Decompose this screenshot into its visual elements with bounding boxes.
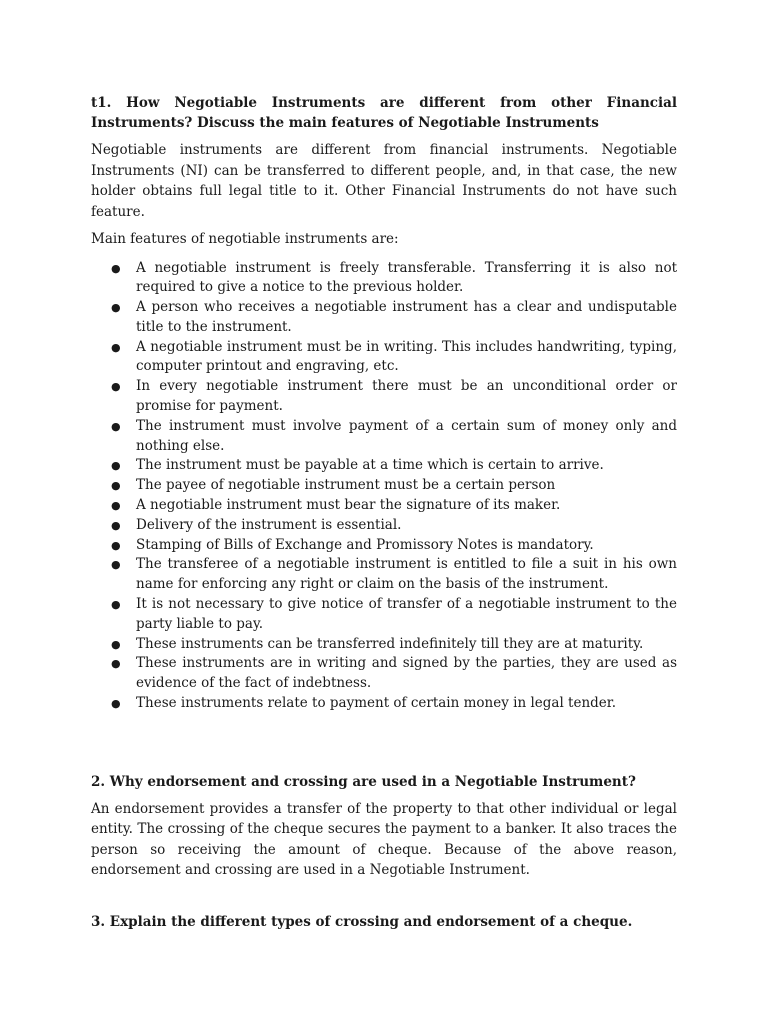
feature-text: The instrument must involve payment of a certain sum of money only and nothing else. <box>136 417 677 454</box>
bullet-icon: ● <box>111 598 121 612</box>
feature-text: The payee of negotiable instrument must be a certain person <box>136 477 556 494</box>
bullet-icon: ● <box>111 637 121 651</box>
features-heading: Main features of negotiable instruments are: <box>91 231 399 247</box>
bullet-icon: ● <box>111 340 121 354</box>
bullet-icon: ● <box>111 538 121 552</box>
question-2-title: 2. Why endorsement and crossing are used in a Negotiable Instrument? <box>91 773 636 790</box>
feature-list-item <box>91 417 677 457</box>
question-2-answer: An endorsement provides a transfer of the property to that other individual or legal entity. The crossing of the cheque secures the payment to a banker. It also traces the person so receiving the amount of cheque. Because of the above reason, endorsement and crossing are used in a Negotiable Instrument. <box>91 800 677 879</box>
feature-text: These instruments are in writing and signed by the parties, they are used as evidence of the fact of indebtness. <box>136 655 677 692</box>
feature-list-item <box>91 516 677 536</box>
feature-text: These instruments can be transferred indefinitely till they are at maturity. <box>136 635 644 652</box>
feature-list-item <box>91 635 677 655</box>
feature-text: A negotiable instrument must bear the signature of its maker. <box>136 497 561 514</box>
feature-text: It is not necessary to give notice of transfer of a negotiable instrument to the party liable to pay. <box>136 596 677 632</box>
feature-list-item <box>91 338 677 378</box>
feature-text: In every negotiable instrument there must be an unconditional order or promise for payment. <box>136 378 677 415</box>
feature-text: The instrument must be payable at a time which is certain to arrive. <box>136 457 604 474</box>
feature-list-item <box>91 555 677 595</box>
question-1-intro: Negotiable instruments are different from financial instruments. Negotiable Instruments (NI) can be transferred to different people, and, in that case, the new holder obtains full legal title to it. Other Financial Instruments do not have such feature. <box>91 142 677 220</box>
bullet-icon: ● <box>111 301 121 315</box>
feature-list-item <box>91 654 677 694</box>
feature-list-item <box>91 694 677 714</box>
bullet-icon: ● <box>111 657 121 671</box>
feature-text: A negotiable instrument is freely transferable. Transferring it is also not required to give a notice to the previous holder. <box>136 259 677 296</box>
bullet-icon: ● <box>111 261 121 275</box>
bullet-icon: ● <box>111 479 121 493</box>
feature-list-item <box>91 536 677 556</box>
feature-text: A negotiable instrument must be in writing. This includes handwriting, typing, computer printout and engraving, etc. <box>136 338 677 375</box>
feature-text: Stamping of Bills of Exchange and Promissory Notes is mandatory. <box>136 536 594 553</box>
feature-text: A person who receives a negotiable instrument has a clear and undisputable title to the instrument. <box>136 299 677 335</box>
feature-list-item <box>91 456 677 476</box>
bullet-icon: ● <box>111 697 121 711</box>
bullet-icon: ● <box>111 380 121 394</box>
feature-list-item <box>91 595 677 635</box>
bullet-icon: ● <box>111 518 121 532</box>
feature-list-item <box>91 377 677 417</box>
feature-list-item <box>91 496 677 516</box>
feature-text: These instruments relate to payment of certain money in legal tender. <box>136 695 617 712</box>
feature-list-item <box>91 259 677 299</box>
bullet-icon: ● <box>111 499 121 513</box>
question-1-title: t1. How Negotiable Instruments are different from other Financial Instruments? Discuss the main features of Negotiable Instruments <box>91 95 677 131</box>
feature-text: Delivery of the instrument is essential. <box>136 516 402 533</box>
feature-list-item <box>91 298 677 338</box>
bullet-icon: ● <box>111 459 121 473</box>
feature-text: The transferee of a negotiable instrument is entitled to file a suit in his own name for enforcing any right or claim on the basis of the instrument. <box>136 556 677 593</box>
feature-list-item <box>91 476 677 496</box>
bullet-icon: ● <box>111 558 121 572</box>
document-content <box>91 93 677 932</box>
bullet-icon: ● <box>111 419 121 433</box>
features-list <box>91 259 677 714</box>
question-3-title: 3. Explain the different types of crossing and endorsement of a cheque. <box>91 913 633 930</box>
